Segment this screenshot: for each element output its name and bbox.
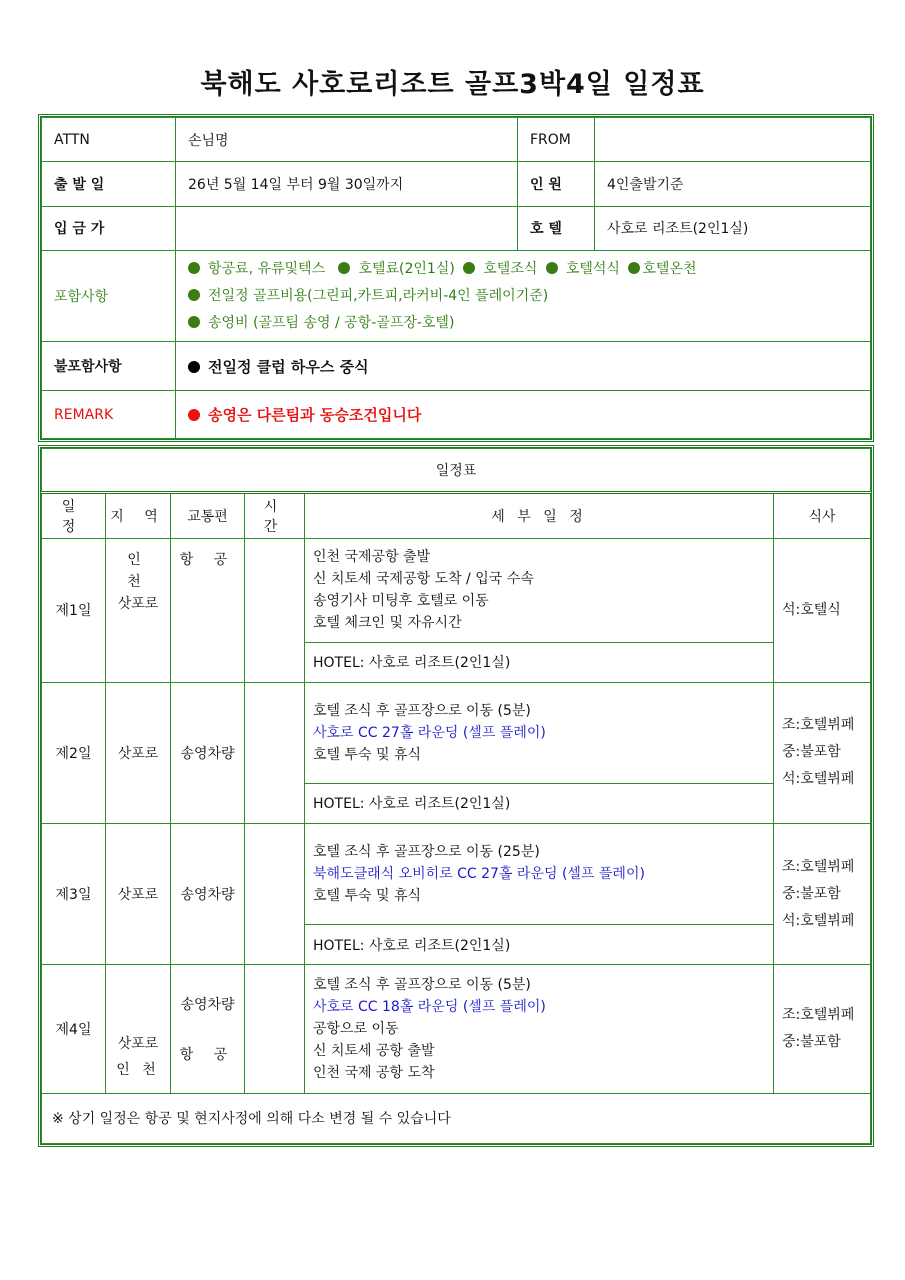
day-hotel: HOTEL: 사호로 리조트(2인1실)	[305, 925, 774, 965]
day-transport: 송영차량	[171, 682, 245, 823]
included-line-2: 전일정 골프비용(그린피,카트피,라커비-4인 플레이기준)	[188, 283, 858, 310]
remark-value: 송영은 다른팀과 동승조건입니다	[176, 391, 871, 439]
day-time	[245, 682, 305, 823]
day-transport: 송영차량 항 공	[171, 965, 245, 1093]
from-label: FROM	[518, 118, 595, 162]
day-meals: 조:호텔뷔페 중:불포함 석:호텔뷔페	[774, 682, 871, 823]
page-title: 북해도 사호로리조트 골프3박4일 일정표	[200, 69, 705, 100]
day-details: 호텔 조식 후 골프장으로 이동 (5분) 사호로 CC 18홀 라운딩 (셀프 플레이) 공항으로 이동 신 치토세 공항 출발 인천 국제 공항 도착	[305, 965, 774, 1093]
from-value	[595, 118, 871, 162]
header-transport: 교통편	[171, 493, 245, 539]
pax-value: 4인출발기준	[595, 162, 871, 206]
day-meals: 석:호텔식	[774, 539, 871, 682]
day-label: 제4일	[42, 965, 106, 1093]
included-line-3: 송영비 (골프팀 송영 / 공항-골프장-호텔)	[188, 310, 858, 337]
included-list	[176, 251, 871, 342]
included-label: 포함사항	[42, 251, 176, 342]
day-region: 삿포로	[106, 824, 171, 965]
attn-value: 손님명	[176, 118, 518, 162]
bullet-icon	[338, 262, 350, 274]
info-table	[38, 114, 874, 442]
day-region: 삿포로	[106, 682, 171, 823]
day-label: 제2일	[42, 682, 106, 823]
day-time	[245, 539, 305, 682]
day-meals: 조:호텔뷔페 중:불포함	[774, 965, 871, 1093]
day-row-3	[42, 824, 871, 925]
excluded-label: 불포함사항	[42, 341, 176, 391]
header-day: 일 정	[42, 493, 106, 539]
day-time	[245, 965, 305, 1093]
remark-label: REMARK	[42, 391, 176, 439]
attn-label: ATTN	[42, 118, 176, 162]
day-hotel: HOTEL: 사호로 리조트(2인1실)	[305, 642, 774, 682]
day-transport: 송영차량	[171, 824, 245, 965]
day-details: 인천 국제공항 출발 신 치토세 국제공항 도착 / 입국 수속 송영기사 미팅후 호텔로 이동 호텔 체크인 및 자유시간	[305, 539, 774, 642]
header-details: 세 부 일 정	[305, 493, 774, 539]
hotel-value: 사호로 리조트(2인1실)	[595, 206, 871, 250]
bullet-icon	[546, 262, 558, 274]
header-region: 지 역	[106, 493, 171, 539]
header-meals: 식사	[774, 493, 871, 539]
price-value	[176, 206, 518, 250]
excluded-value: 전일정 클럽 하우스 중식	[176, 341, 871, 391]
hotel-label: 호 텔	[518, 206, 595, 250]
day-hotel: HOTEL: 사호로 리조트(2인1실)	[305, 783, 774, 823]
day-row-4	[42, 965, 871, 1093]
day-details: 호텔 조식 후 골프장으로 이동 (5분) 사호로 CC 27홀 라운딩 (셀프 플레이) 호텔 투숙 및 휴식	[305, 682, 774, 783]
day-details: 호텔 조식 후 골프장으로 이동 (25분) 북해도클래식 오비히로 CC 27홀 라운딩 (셀프 플레이) 호텔 투숙 및 휴식	[305, 824, 774, 925]
schedule-table	[38, 445, 874, 1147]
schedule-footnote: ※ 상기 일정은 항공 및 현지사정에 의해 다소 변경 될 수 있습니다	[42, 1093, 871, 1143]
day-label: 제1일	[42, 539, 106, 682]
depart-value: 26년 5월 14일 부터 9월 30일까지	[176, 162, 518, 206]
bullet-icon	[188, 289, 200, 301]
day-label: 제3일	[42, 824, 106, 965]
bullet-icon	[628, 262, 640, 274]
bullet-icon	[188, 361, 200, 373]
day-time	[245, 824, 305, 965]
depart-label: 출 발 일	[42, 162, 176, 206]
bullet-icon	[188, 409, 200, 421]
day-region: 삿포로 인 천	[106, 965, 171, 1093]
pax-label: 인 원	[518, 162, 595, 206]
bullet-icon	[188, 262, 200, 274]
bullet-icon	[188, 316, 200, 328]
included-line-1: 항공료, 유류및텍스 호텔료(2인1실) 호텔조식 호텔석식 호텔온천	[188, 256, 858, 283]
day-row-2	[42, 682, 871, 783]
header-time: 시 간	[245, 493, 305, 539]
schedule-title: 일정표	[42, 449, 871, 493]
day-region: 인 천 삿포로	[106, 539, 171, 682]
price-label: 입 금 가	[42, 206, 176, 250]
day-row-1	[42, 539, 871, 642]
bullet-icon	[463, 262, 475, 274]
day-meals: 조:호텔뷔페 중:불포함 석:호텔뷔페	[774, 824, 871, 965]
day-transport: 항 공	[171, 539, 245, 682]
